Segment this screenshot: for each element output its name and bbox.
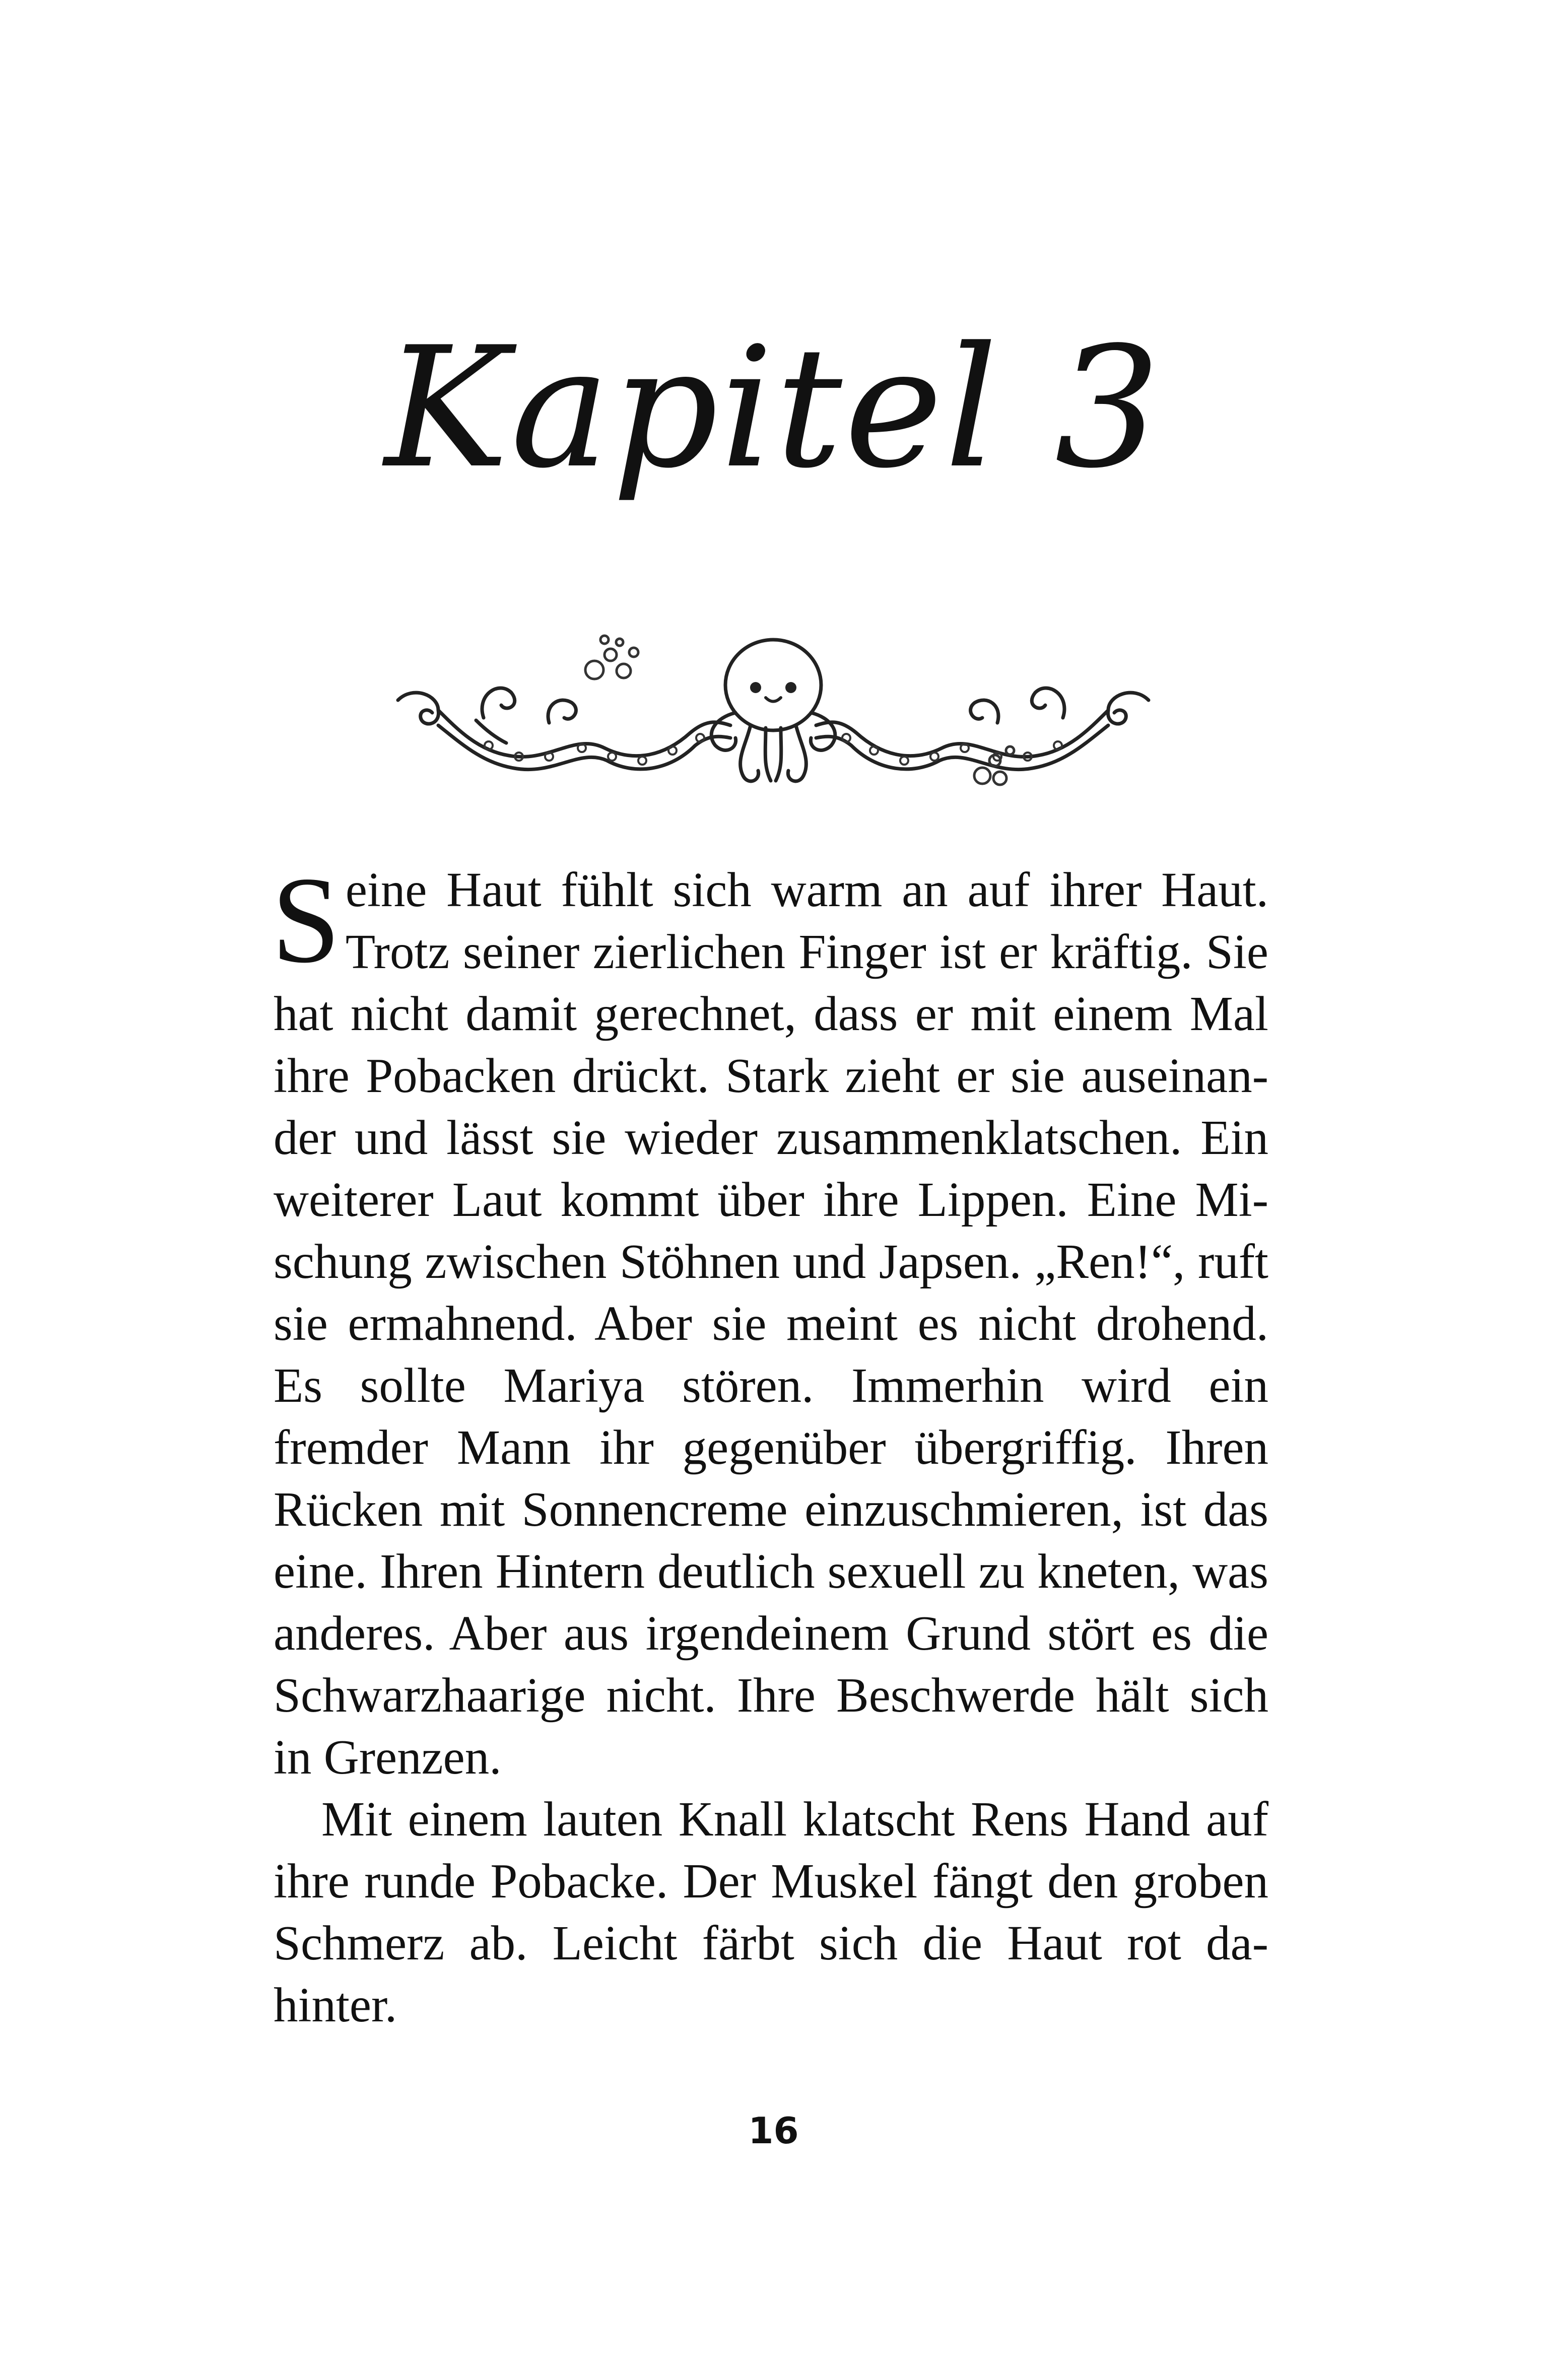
paragraph-1 [272, 852, 1268, 1788]
chapter-title: Kapitel 3 [384, 311, 1163, 505]
paragraph-1-text: eine Haut fühlt sich warm an auf ihrer Haut. Trotz seiner zierlichen Finger ist er kräftig. Sie hat nicht damit gerechnet, dass er mit einem Mal ihre Pobacken drückt. Stark zieht er sie auseinander und lässt sie wieder zusammenklatschen. Ein weiterer Laut kommt über ihre Lippen. Eine Mischung zwischen Stöhnen und Japsen. „Ren!“, ruft sie ermahnend. Aber sie meint es nicht drohend. Es sollte Mariya stören. Immerhin wird ein fremder Mann ihr gegenüber übergriffig. Ihren Rücken mit Sonnencreme einzuschmieren, ist das eine. Ihren Hintern deutlich sexuell zu kneten, was anderes. Aber aus irgendeinem Grund stört es die Schwarzhaarige nicht. Ihre Beschwerde hält sich in Grenzen. [274, 863, 1268, 1784]
paragraph-2: Mit einem lauten Knall klatscht Rens Hand auf ihre runde Pobacke. Der Muskel fängt den groben Schmerz ab. Leicht färbt sich die Haut rot dahinter. [274, 1792, 1268, 2032]
chapter-body [272, 852, 1268, 2036]
octopus-tentacle-divider-icon [383, 625, 1164, 816]
drop-cap: S [272, 852, 341, 989]
page-number: 16 [748, 2110, 799, 2152]
